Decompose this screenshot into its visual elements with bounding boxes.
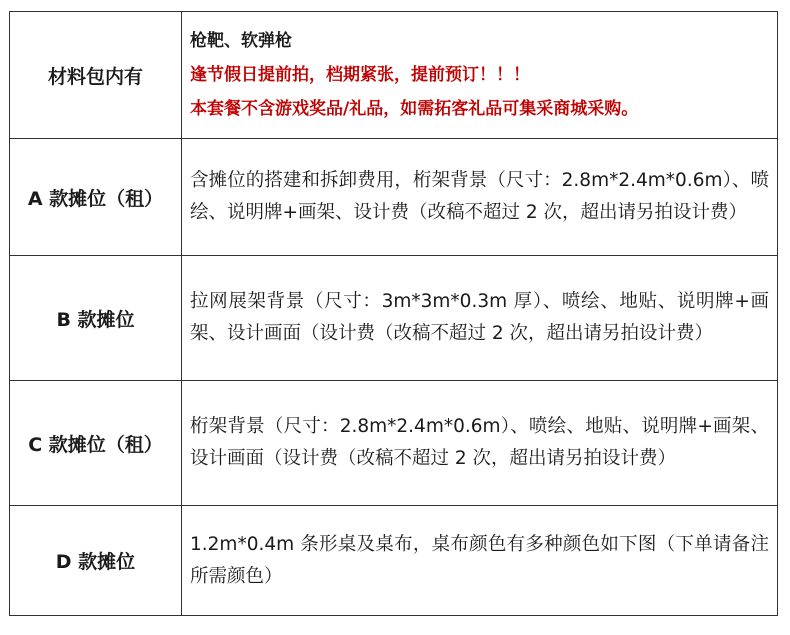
row-label: B 款摊位 <box>10 256 182 381</box>
table-row <box>10 381 778 506</box>
row-description: 桁架背景（尺寸：2.8m*2.4m*0.6m）、喷绘、地贴、说明牌+画架、设计画面（设计费（改稿不超过 2 次，超出请另拍设计费） <box>182 381 778 506</box>
table-row <box>10 256 778 381</box>
table-row <box>10 12 778 139</box>
table-row <box>10 139 778 256</box>
row-label: 材料包内有 <box>10 12 182 139</box>
notice-line: 本套餐不含游戏奖品/礼品，如需拓客礼品可集采商城采购。 <box>190 99 639 119</box>
materials-line: 枪靶、软弹枪 <box>190 31 292 51</box>
row-description: 含摊位的搭建和拆卸费用，桁架背景（尺寸：2.8m*2.4m*0.6m）、喷绘、说明牌+画架、设计费（改稿不超过 2 次，超出请另拍设计费） <box>182 139 778 256</box>
package-table <box>9 11 778 616</box>
notice-line: 逢节假日提前拍，档期紧张，提前预订！！！ <box>190 65 530 85</box>
row-label: C 款摊位（租） <box>10 381 182 506</box>
table-row <box>10 506 778 616</box>
row-description: 1.2m*0.4m 条形桌及桌布，桌布颜色有多种颜色如下图（下单请备注所需颜色） <box>182 506 778 616</box>
row-label: A 款摊位（租） <box>10 139 182 256</box>
row-description <box>182 12 778 139</box>
row-description: 拉网展架背景（尺寸：3m*3m*0.3m 厚）、喷绘、地贴、说明牌+画架、设计画面（设计费（改稿不超过 2 次，超出请另拍设计费） <box>182 256 778 381</box>
row-label: D 款摊位 <box>10 506 182 616</box>
